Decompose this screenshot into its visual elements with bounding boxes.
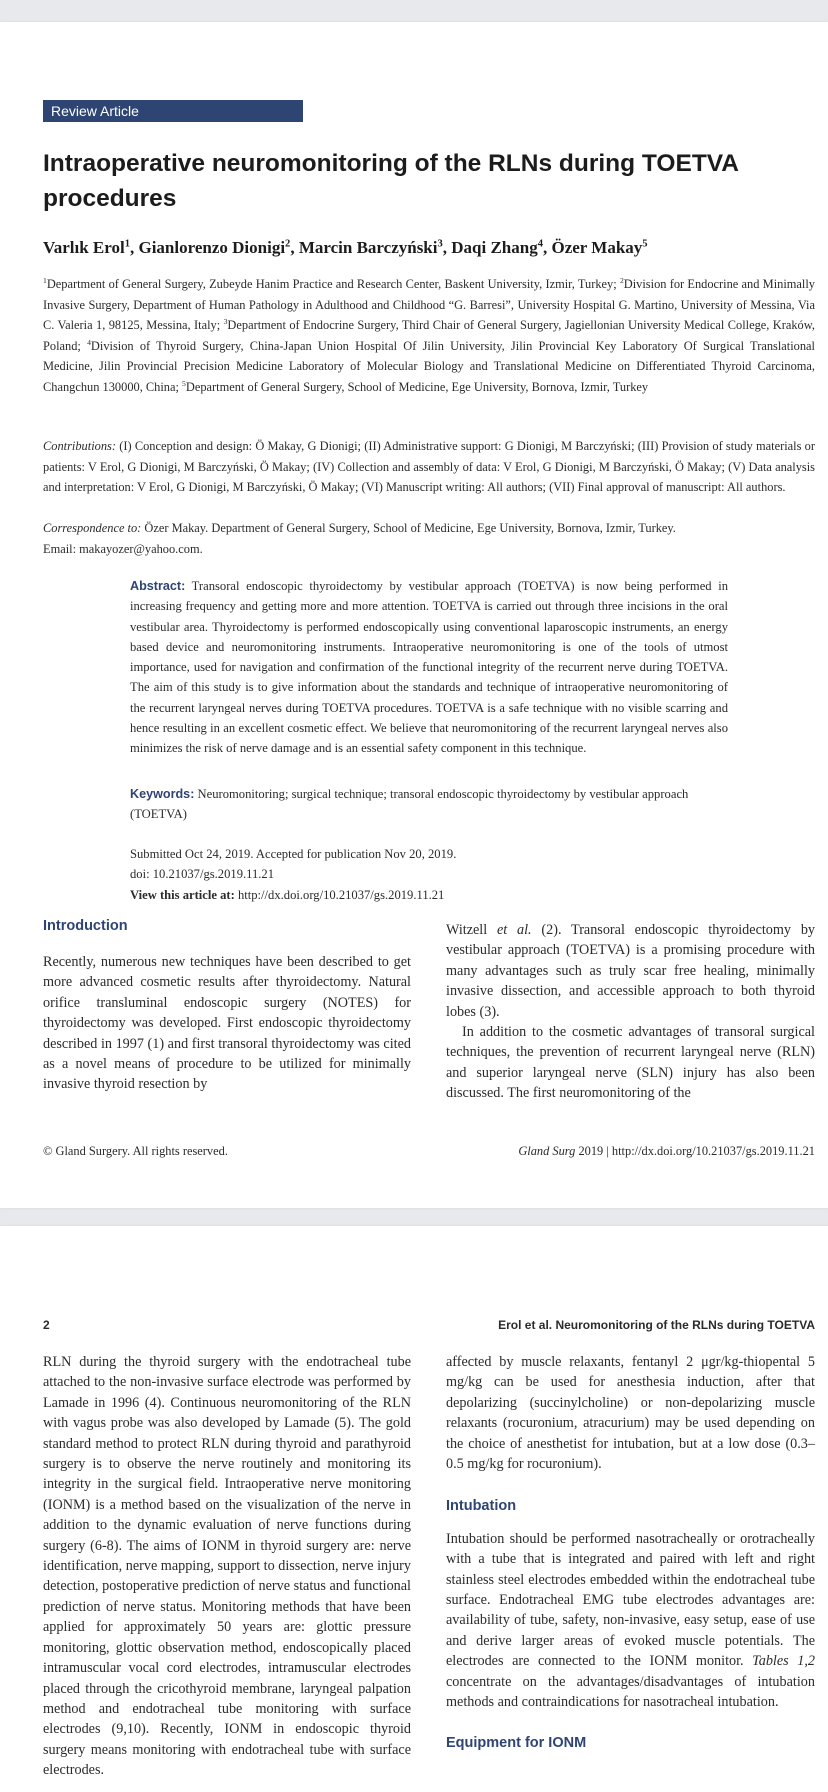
- intro-right-column: Witzell et al. (2). Transoral endoscopic thyroidectomy by vestibular approach (TOETVA) is a promising procedure with many advantages such as truly scar free healing, minimally invasive dissection, and accessible approach to both thyroid lobes (3). In addition to the cosmetic advantages of transoral surgical techniques, the prevention of recurrent laryngeal nerve (RLN) and superior laryngeal nerve (SLN) injury has also been discussed. The first neuromonitoring of the: [446, 922, 816, 1102]
- copyright-footer: © Gland Surgery. All rights reserved.: [43, 1144, 228, 1158]
- author: Varlık Erol: [43, 238, 125, 257]
- author: Özer Makay: [551, 238, 643, 257]
- section-heading-introduction: Introduction: [43, 918, 128, 934]
- section-heading-intubation: Intubation: [446, 1498, 517, 1515]
- journal-footer: Gland Surg 2019 | http://dx.doi.org/10.21037/gs.2019.11.21: [518, 1144, 815, 1158]
- submitted-date: Submitted Oct 24, 2019. Accepted for publication Nov 20, 2019.: [130, 847, 457, 861]
- page2-right-column: affected by muscle relaxants, fentanyl 2 μgr/kg-thiopental 5 mg/kg can be used for anesthesia induction, after that depolarizing (succinylcholine) or non-depolarizing muscle relaxants (rocuronium, atracurium) may be used depending on the choice of anesthetist for intubation, but at a low dose (0.3–0.5 mg/kg for rocuronium). Intubation Intubation should be performed nasotracheally or orotracheally with a tube that is integrated and paired with left and right stainless steel electrodes embedded within the endotracheal tube surface. Endotracheal EMG tube electrodes advantages are: availability of tube, safety, non-invasive, easy setup, ease of use and derive larger areas of evoked muscle potentials. The electrodes are connected to the IONM monitor. Tables 1,2 concentrate on the advantages/disadvantages of intubation methods and contraindications for nasotracheal intubation. Equipment for IONM: [446, 1352, 815, 1753]
- intro-left-column: Recently, numerous new techniques have been described to get more advanced cosmetic results after thyroidectomy. Natural orifice transluminal endoscopic surgery (NOTES) for thyroidectomy was developed. First endoscopic thyroidectomy described in 1997 (1) and first transoral thyroidectomy was cited as a novel means of procedure to be utilized for minimally invasive thyroid resection by: [43, 954, 411, 1093]
- article-link[interactable]: http://dx.doi.org/10.21037/gs.2019.11.21: [234, 887, 445, 902]
- contributions: Contributions: (I) Conception and design: Ö Makay, G Dionigi; (II) Administrative support: G Dionigi, M Barczyński; (III) Provision of study materials or patients: V Erol, G Dionigi, M Barczyński, Ö Makay; (IV) Collection and assembly of data: V Erol, G Dionigi, M Barczyński, Ö Makay; (V) Data analysis and interpretation: V Erol, G Dionigi, M Barczyński, Ö Makay; (VI) Manuscript writing: All authors; (VII) Final approval of manuscript: All authors.: [43, 439, 815, 494]
- author-list: Varlık Erol$^1$, Gianlorenzo Dionigi$^2$, Marcin Barczyński$^3$, Daqi Zhang$^4$, Özer Makay$^5$: [43, 238, 648, 257]
- running-head: Erol et al. Neuromonitoring of the RLNs during TOETVA: [498, 1318, 815, 1332]
- page-1: [0, 22, 828, 1208]
- page-2: [0, 1226, 828, 1792]
- author: Gianlorenzo Dionigi: [138, 238, 286, 257]
- doi: doi: 10.21037/gs.2019.11.21: [130, 867, 275, 882]
- author: Marcin Barczyński: [298, 238, 438, 257]
- author: Daqi Zhang: [451, 238, 538, 257]
- article-type-badge: Review Article: [43, 100, 303, 122]
- abstract: Abstract: Transoral endoscopic thyroidectomy by vestibular approach (TOETVA) is now being performed in increasing frequency and getting more and more attention. TOETVA is carried out through three incisions in the oral vestibular area. Thyroidectomy is performed endoscopically using conventional laparoscopic instruments, an energy based device and neuromonitoring instruments. Intraoperative neuromonitoring is one of the tools of utmost importance, used for navigation and confirmation of the functional integrity of the recurrent nerve during TOETVA. The aim of this study is to give information about the standards and technique of intraoperative neuromonitoring of the recurrent laryngeal nerves during TOETVA procedures. TOETVA is a safe technique with no visible scarring and hence resulting in an excellent cosmetic effect. We believe that neuromonitoring of the recurrent laryngeal nerves also minimizes the risk of nerve damage and is an essential safety component in this technique.: [130, 579, 728, 756]
- affiliations: $^1$Department of General Surgery, Zubeyde Hanim Practice and Research Center, Baskent University, Izmir, Turkey; $^2$Division for Endocrine and Minimally Invasive Surgery, Department of Human Pathology in Adulthood and Childhood “G. Barresi”, University Hospital G. Martino, University of Messina, Via C. Valeria 1, 98125, Messina, Italy; $^3$Department of Endocrine Surgery, Third Chair of General Surgery, Jagiellonian University Medical College, Kraków, Poland; $^4$Division of Thyroid Surgery, China-Japan Union Hospital Of Jilin University, Jilin Provincial Key Laboratory Of Surgical Translational Medicine, Jilin Provincial Precision Medicine Laboratory of Molecular Biology and Translational Medicine on Differentiated Thyroid Carcinoma, Changchun 130000, China; $^5$Department of General Surgery, School of Medicine, Ege University, Bornova, Izmir, Turkey: [43, 275, 815, 394]
- publication-meta: Submitted Oct 24, 2019. Accepted for publication Nov 20, 2019. doi: 10.21037/gs.2019.11.21 View this article at: http://dx.doi.org/10.21037/gs.2019.11.21: [130, 847, 457, 902]
- page2-left-column: RLN during the thyroid surgery with the endotracheal tube attached to the non-invasive surface electrode was performed by Lamade in 1996 (4). Continuous neuromonitoring of the RLN with vagus probe was also developed by Lamade (5). The gold standard method to protect RLN during thyroid and parathyroid surgery is to observe the nerve routinely and monitoring its integrity in the surgical field. Intraoperative nerve monitoring (IONM) is a method based on the visualization of the nerve in addition to the dynamic evaluation of nerve functions during surgery (6-8). The aims of IONM in thyroid surgery are: nerve identification, nerve mapping, support to dissection, nerve injury detection, postoperative prediction of nerve status and functional prediction of nerve status. Monitoring methods that have been applied for approximately 50 years are: glottic pressure monitoring, glottic observation method, endoscopically placed intramuscular vocal cord electrodes, intramuscular electrodes placed through the cricothyroid membrane, laryngeal palpation method and endotracheal tube monitoring with surface electrodes (9,10). Recently, IONM in endoscopic thyroid surgery means monitoring with endotracheal tube with surface electrodes.: [43, 1354, 412, 1779]
- page-number: 2: [43, 1318, 50, 1332]
- keywords: Keywords: Neuromonitoring; surgical technique; transoral endoscopic thyroidectomy by vestibular approach (TOETVA): [130, 787, 689, 822]
- section-heading-equipment: Equipment for IONM: [446, 1734, 587, 1751]
- article-title: Intraoperative neuromonitoring of the RLNs during TOETVA procedures: [43, 150, 739, 212]
- correspondence: Correspondence to: Özer Makay. Department of General Surgery, School of Medicine, Ege University, Bornova, Izmir, Turkey. Email: makayozer@yahoo.com.: [43, 521, 676, 556]
- correspondence-email: Email: makayozer@yahoo.com.: [43, 541, 203, 556]
